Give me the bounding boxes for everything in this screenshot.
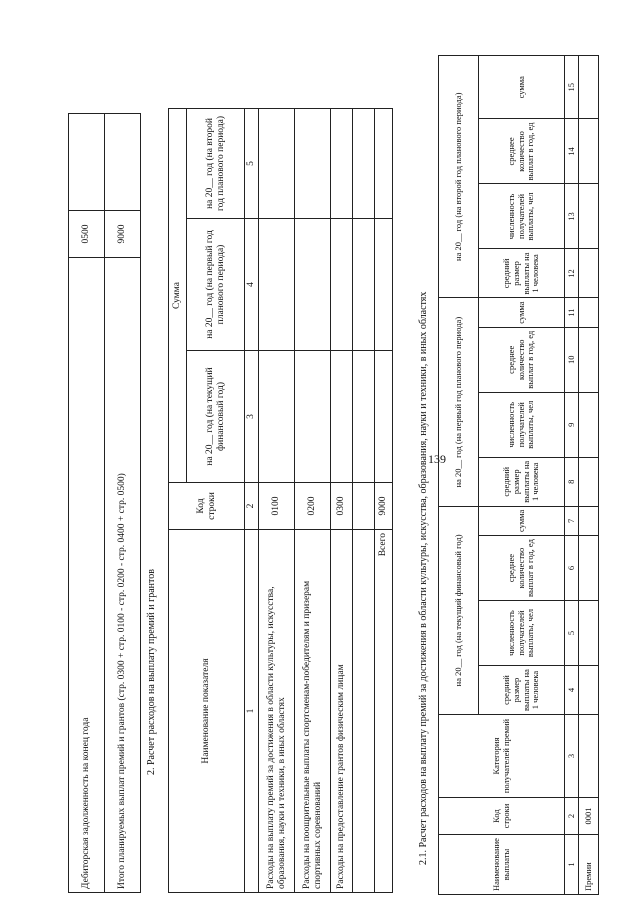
header-name: Наименование выплаты (439, 835, 565, 895)
empty-cell (579, 457, 599, 506)
expenses-table (168, 108, 393, 893)
col-number: 9 (565, 392, 579, 457)
col-number: 6 (565, 536, 579, 601)
col-number: 2 (245, 483, 259, 530)
empty-cell (331, 351, 353, 483)
empty-cell (579, 184, 599, 249)
col-number: 1 (245, 530, 259, 893)
empty-cell (375, 109, 393, 219)
col-number: 12 (565, 249, 579, 298)
header-count: численность получателей выплаты, чел (479, 392, 565, 457)
row-code: 0100 (259, 483, 295, 530)
column-numbers-row (245, 109, 259, 893)
header-code: Код строки (439, 798, 565, 835)
header-avgcount: среднее количество выплат в год, ед (479, 536, 565, 601)
header-avgcount: среднее количество выплат в год, ед (479, 119, 565, 184)
header-sum: сумма (479, 56, 565, 119)
empty-cell (579, 536, 599, 601)
header-name: Наименование показателя (169, 530, 245, 893)
row-code: 0300 (331, 483, 353, 530)
row-code: 9000 (105, 211, 141, 258)
header-count: численность получателей выплаты, чел (479, 184, 565, 249)
col-number: 1 (565, 835, 579, 895)
empty-cell (579, 249, 599, 298)
page-number: 139 (428, 452, 446, 466)
header-avg: средний размер выплаты на 1 человека (479, 249, 565, 298)
col-number: 14 (565, 119, 579, 184)
empty-cell (295, 109, 331, 219)
header-category: Категория получателей премий (439, 715, 565, 798)
table-row (353, 109, 375, 893)
col-number: 15 (565, 56, 579, 119)
header-year-1: на 20__ год (на текущий финансовый год) (187, 351, 245, 483)
empty-cell (579, 298, 599, 327)
table-row (331, 109, 353, 893)
empty-cell (579, 506, 599, 535)
header-year-3: на 20__ год (на второй год планового периода) (439, 56, 479, 298)
header-avg: средний размер выплаты на 1 человека (479, 457, 565, 506)
table-row (579, 56, 599, 895)
section-2-title: 2. Расчет расходов на выплату премий и грантов (146, 569, 157, 775)
col-number: 2 (565, 798, 579, 835)
table-row (295, 109, 331, 893)
empty-cell (353, 219, 375, 351)
empty-cell (295, 219, 331, 351)
empty-cell (579, 392, 599, 457)
header-year-2: на 20__ год (на первый год планового периода) (187, 219, 245, 351)
table-row (259, 109, 295, 893)
empty-cell (259, 109, 295, 219)
empty-cell (375, 219, 393, 351)
col-number: 13 (565, 184, 579, 249)
header-avgcount: среднее количество выплат в год, ед (479, 327, 565, 392)
col-number: 4 (245, 219, 259, 351)
total-code: 9000 (375, 483, 393, 530)
col-number: 3 (245, 351, 259, 483)
row-label: Дебиторская задолженность на конец года (69, 258, 105, 893)
header-sum: сумма (479, 506, 565, 535)
col-number: 8 (565, 457, 579, 506)
table-row (105, 114, 141, 893)
row-label: Итого планируемых выплат премий и грантов (стр. 0300 + стр. 0100 - стр. 0200 - стр. 0400 + стр. 0500) (105, 258, 141, 893)
empty-cell (331, 219, 353, 351)
col-number: 11 (565, 298, 579, 327)
row-code: 0001 (579, 798, 599, 835)
empty-cell (353, 483, 375, 530)
empty-cell (353, 109, 375, 219)
empty-cell (579, 601, 599, 666)
empty-cell (579, 327, 599, 392)
total-row (375, 109, 393, 893)
empty-cell (579, 715, 599, 798)
empty-cell (259, 351, 295, 483)
column-numbers-row (565, 56, 579, 895)
empty-cell (105, 114, 141, 211)
header-year-1: на 20__ год (на текущий финансовый год) (439, 506, 479, 714)
top-table (68, 113, 141, 893)
row-code: 0500 (69, 211, 105, 258)
header-year-2: на 20__ год (на первый год планового периода) (439, 298, 479, 506)
section-21-title: 2.1. Расчет расходов на выплату премий за достижения в области культуры, искусства, образования, науки и техники, в иных областях (418, 291, 429, 865)
empty-cell (69, 114, 105, 211)
col-number: 4 (565, 666, 579, 715)
empty-cell (375, 351, 393, 483)
header-year-3: на 20__ год (на второй год планового периода) (187, 109, 245, 219)
row-name: Расходы на предоставление грантов физическим лицам (331, 530, 353, 893)
header-code: Код строки (169, 483, 245, 530)
row-name: Расходы на поощрительные выплаты спортсменам-победителям и призерам спортивных соревнований (295, 530, 331, 893)
empty-cell (579, 666, 599, 715)
row-name: Расходы на выплату премий за достижения в области культуры, искусства, образования, науки и техники, в иных областях (259, 530, 295, 893)
col-number: 10 (565, 327, 579, 392)
header-avg: средний размер выплаты на 1 человека (479, 666, 565, 715)
header-sum: Сумма (169, 109, 187, 483)
row-name: Премии (579, 835, 599, 895)
empty-cell (353, 530, 375, 893)
col-number: 5 (565, 601, 579, 666)
empty-cell (331, 109, 353, 219)
row-code: 0200 (295, 483, 331, 530)
col-number: 3 (565, 715, 579, 798)
empty-cell (353, 351, 375, 483)
empty-cell (295, 351, 331, 483)
header-sum: сумма (479, 298, 565, 327)
header-count: численность получателей выплаты, чел (479, 601, 565, 666)
col-number: 5 (245, 109, 259, 219)
col-number: 7 (565, 506, 579, 535)
empty-cell (579, 119, 599, 184)
empty-cell (579, 56, 599, 119)
total-label: Всего (375, 530, 393, 893)
empty-cell (259, 219, 295, 351)
prizes-table (438, 55, 599, 895)
table-row (69, 114, 105, 893)
